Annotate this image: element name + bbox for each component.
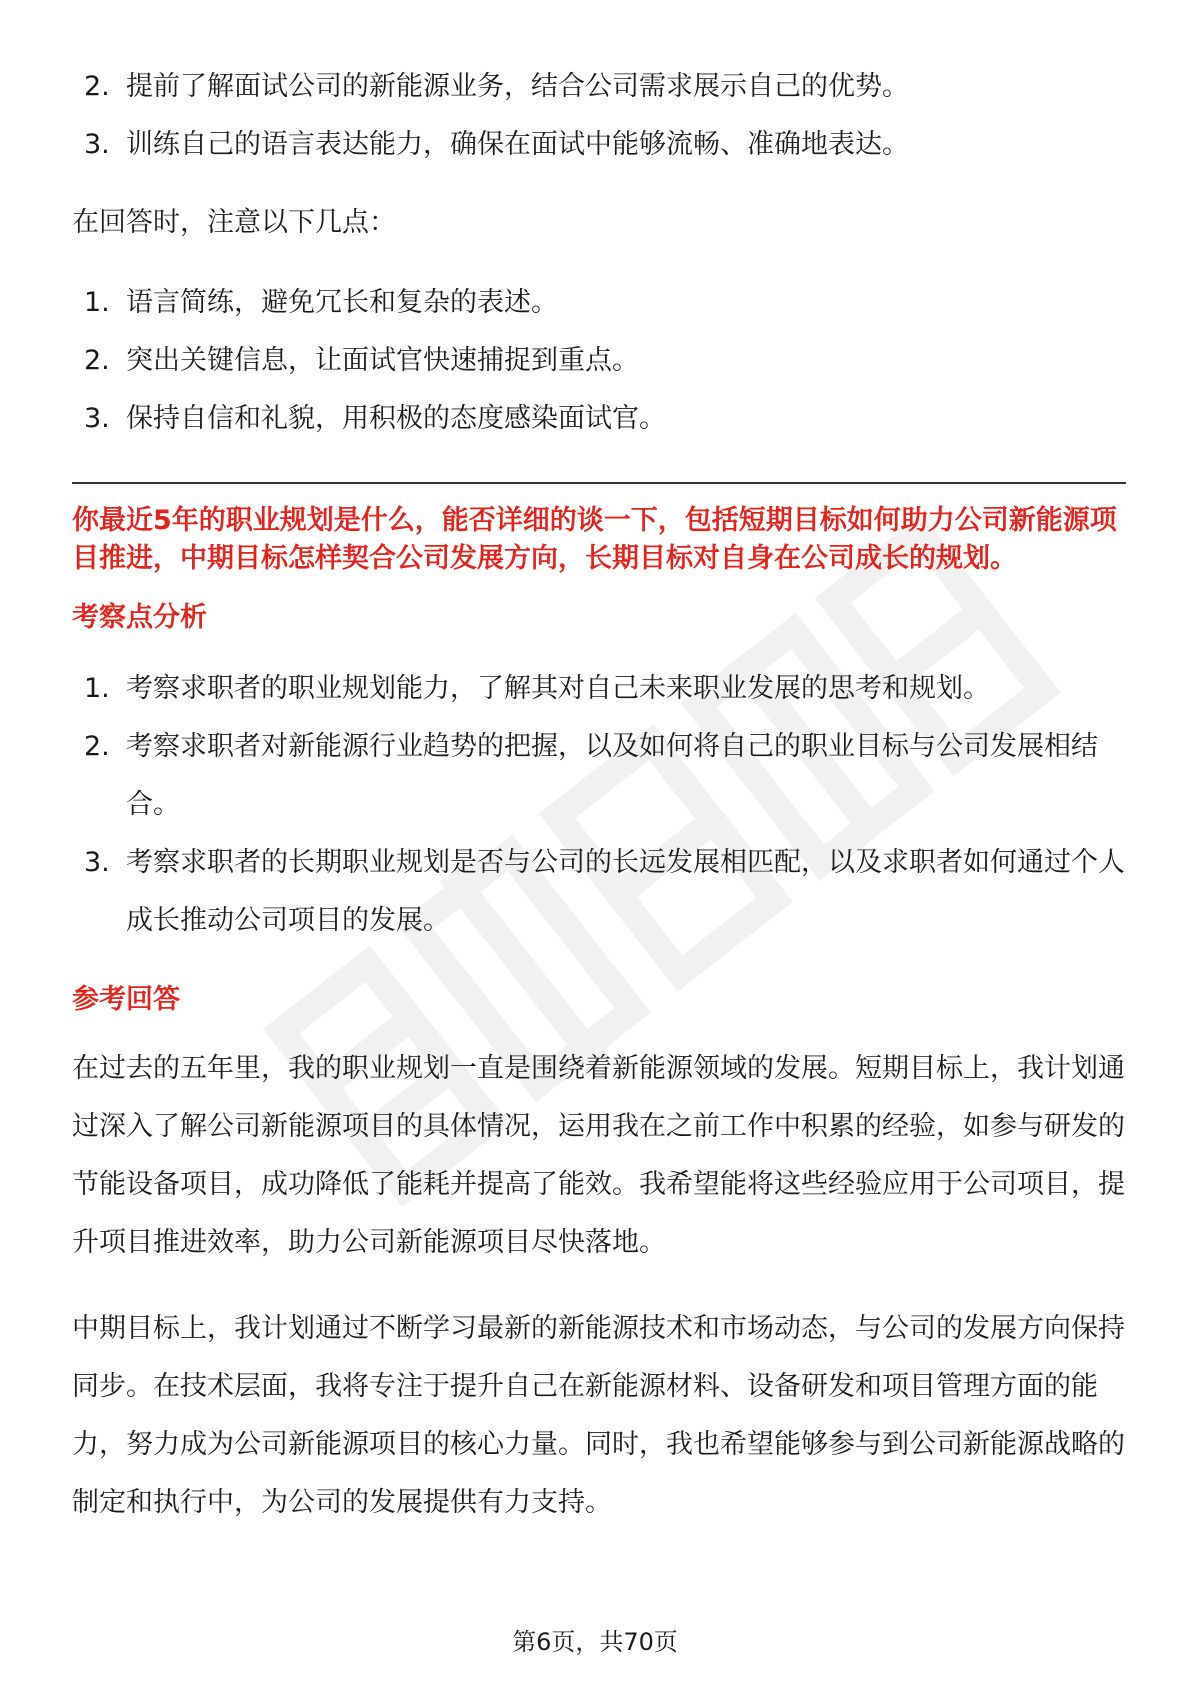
answer-tips-list: [72, 274, 1126, 448]
list-text: 考察求职者的长期职业规划是否与公司的长远发展相匹配，以及求职者如何通过个人成长推动公司项目的发展。: [126, 847, 1125, 936]
analysis-heading: 考察点分析: [72, 602, 207, 633]
list-number: 1.: [84, 287, 110, 318]
reference-paragraph: 在过去的五年里，我的职业规划一直是围绕着新能源领域的发展。短期目标上，我计划通过深入了解公司新能源项目的具体情况，运用我在之前工作中积累的经验，如参与研发的节能设备项目，成功降低了能耗并提高了能效。我希望能将这些经验应用于公司项目，提升项目推进效率，助力公司新能源项目尽快落地。: [72, 1053, 1125, 1258]
list-text: 训练自己的语言表达能力，确保在面试中能够流畅、准确地表达。: [126, 129, 909, 160]
list-item: [72, 834, 1126, 950]
list-item: [72, 116, 1126, 174]
answer-tips-intro: 在回答时，注意以下几点：: [72, 207, 396, 238]
list-number: 3.: [84, 403, 110, 434]
section-divider: [72, 482, 1126, 484]
list-number: 2.: [84, 71, 110, 102]
reference-paragraph: 中期目标上，我计划通过不断学习最新的新能源技术和市场动态，与公司的发展方向保持同步。在技术层面，我将专注于提升自己在新能源材料、设备研发和项目管理方面的能力，努力成为公司新能源项目的核心力量。同时，我也希望能够参与到公司新能源战略的制定和执行中，为公司的发展提供有力支持。: [72, 1313, 1125, 1518]
analysis-list: [72, 660, 1126, 950]
list-text: 保持自信和礼貌，用积极的态度感染面试官。: [126, 403, 666, 434]
preparation-list: [72, 58, 1126, 174]
list-text: 考察求职者对新能源行业趋势的把握，以及如何将自己的职业目标与公司发展相结合。: [126, 731, 1098, 820]
list-text: 提前了解面试公司的新能源业务，结合公司需求展示自己的优势。: [126, 71, 909, 102]
list-text: 考察求职者的职业规划能力，了解其对自己未来职业发展的思考和规划。: [126, 673, 990, 704]
list-number: 1.: [84, 673, 110, 704]
list-number: 3.: [84, 129, 110, 160]
list-number: 2.: [84, 731, 110, 762]
list-item: [72, 332, 1126, 390]
reference-heading: 参考回答: [72, 984, 180, 1015]
list-item: [72, 718, 1126, 834]
list-text: 突出关键信息，让面试官快速捕捉到重点。: [126, 345, 639, 376]
document-content: [72, 58, 1126, 1532]
list-number: 2.: [84, 345, 110, 376]
list-item: [72, 274, 1126, 332]
page-number-footer: 第6页，共70页: [512, 1628, 678, 1656]
interview-question: 你最近5年的职业规划是什么，能否详细的谈一下，包括短期目标如何助力公司新能源项目推进，中期目标怎样契合公司发展方向，长期目标对自身在公司成长的规划。: [72, 505, 1117, 574]
list-number: 3.: [84, 847, 110, 878]
list-item: [72, 390, 1126, 448]
list-text: 语言简练，避免冗长和复杂的表述。: [126, 287, 558, 318]
list-item: [72, 58, 1126, 116]
list-item: [72, 660, 1126, 718]
